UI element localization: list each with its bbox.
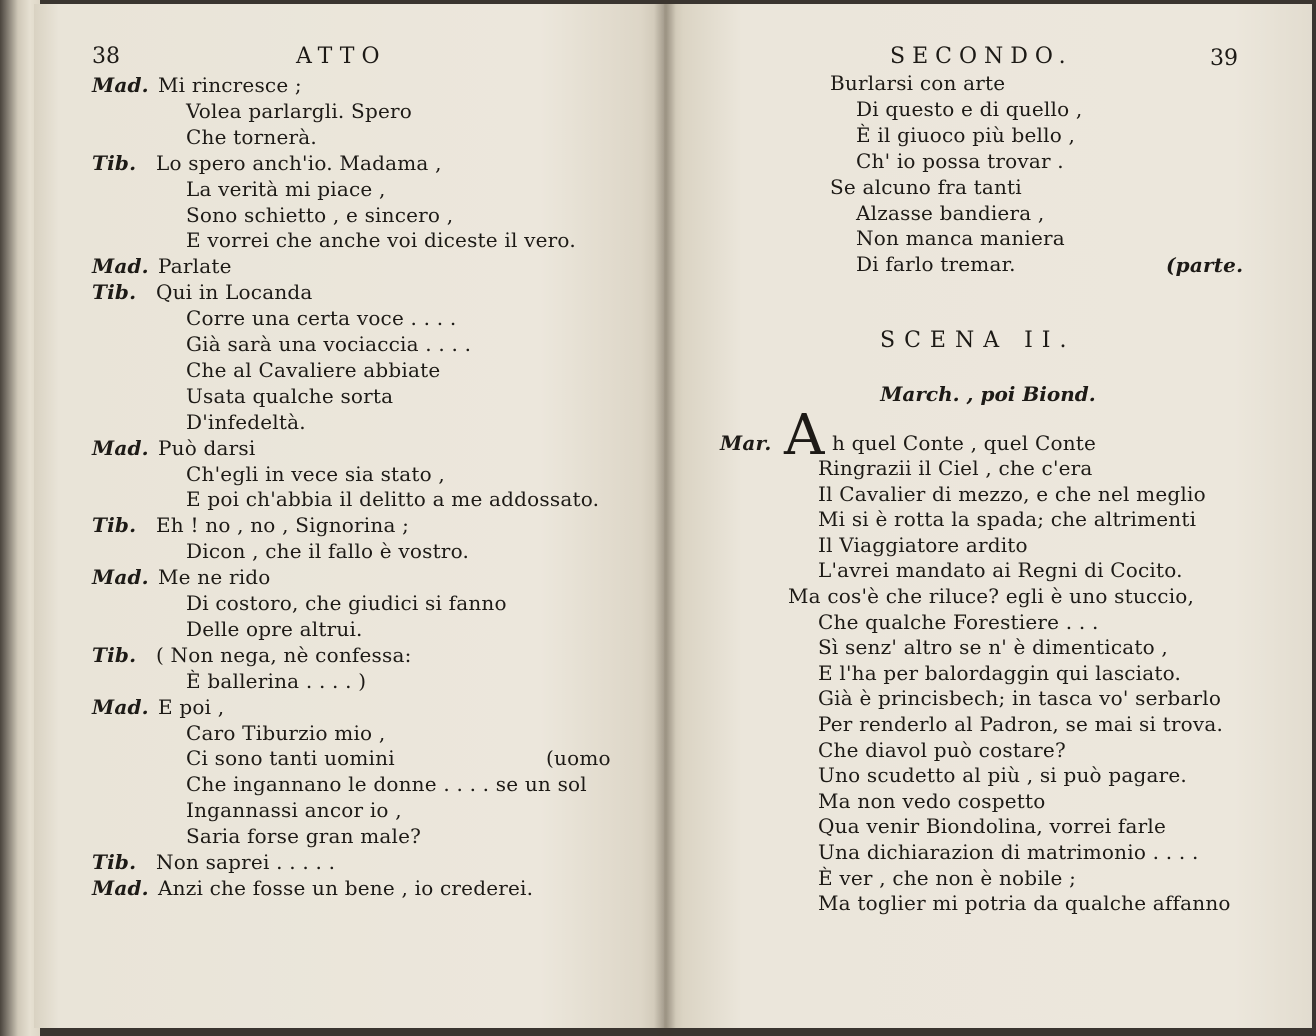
speaker-label: Mad. <box>92 876 149 900</box>
verse-line: Parlate <box>158 254 232 278</box>
song-line: È il giuoco più bello , <box>856 123 1076 147</box>
verse-line: Sono schietto , e sincero , <box>186 203 454 227</box>
verse-line: Lo spero anch'io. Madama , <box>156 151 442 175</box>
verse-line: E poi ch'abbia il delitto a me addossato. <box>186 487 600 511</box>
aside-note: (uomo <box>546 746 611 770</box>
verse-line: Il Viaggiatore ardito <box>818 533 1028 557</box>
running-head-left: ATTO <box>296 44 387 69</box>
verse-line: Ringrazii il Ciel , che c'era <box>818 456 1093 480</box>
verse-line: Mi rincresce ; <box>158 73 302 97</box>
verse-line: Dicon , che il fallo è vostro. <box>186 539 470 563</box>
left-page <box>34 4 666 1028</box>
verse-line: È ver , che non è nobile ; <box>818 866 1077 890</box>
verse-line: Ma non vedo cospetto <box>818 789 1046 813</box>
speaker-label: Mad. <box>92 565 149 589</box>
song-line: Non manca maniera <box>856 226 1065 250</box>
right-page <box>664 4 1312 1028</box>
verse-line: Me ne rido <box>158 565 271 589</box>
song-line: Di farlo tremar. <box>856 252 1016 276</box>
verse-line: Volea parlargli. Spero <box>186 99 412 123</box>
verse-line: Una dichiarazion di matrimonio . . . . <box>818 840 1199 864</box>
speaker-label: Mad. <box>92 436 149 460</box>
verse-line: ( Non nega, nè confessa: <box>156 643 412 667</box>
speaker-label: Mad. <box>92 695 149 719</box>
verse-line: Che qualche Forestiere . . . <box>818 610 1099 634</box>
verse-line: Già sarà una vociaccia . . . . <box>186 332 472 356</box>
speaker-label: Tib. <box>92 513 137 537</box>
verse-line: Di costoro, che giudici si fanno <box>186 591 507 615</box>
verse-line: Che ingannano le donne . . . . se un sol <box>186 772 587 796</box>
verse-line: Uno scudetto al più , si può pagare. <box>818 763 1187 787</box>
exit-direction: (parte. <box>1166 253 1244 277</box>
verse-line: Qui in Locanda <box>156 280 313 304</box>
verse-line: Che diavol può costare? <box>818 738 1066 762</box>
speaker-label: Tib. <box>92 643 137 667</box>
running-head-right: SECONDO. <box>890 44 1073 69</box>
verse-line: E vorrei che anche voi diceste il vero. <box>186 228 576 252</box>
speaker-label: Mad. <box>92 254 149 278</box>
song-line: Di questo e di quello , <box>856 97 1083 121</box>
song-line: Se alcuno fra tanti <box>830 175 1022 199</box>
verse-line: Ch'egli in vece sia stato , <box>186 462 445 486</box>
verse-line: Il Cavalier di mezzo, e che nel meglio <box>818 482 1206 506</box>
verse-line: Ingannassi ancor io , <box>186 798 402 822</box>
verse-line: Ma cos'è che riluce? egli è uno stuccio, <box>788 584 1195 608</box>
verse-line: Che tornerà. <box>186 125 317 149</box>
song-line: Alzasse bandiera , <box>856 201 1045 225</box>
verse-line: Delle opre altrui. <box>186 617 363 641</box>
verse-line: Qua venir Biondolina, vorrei farle <box>818 814 1167 838</box>
speaker-mar: Mar. <box>720 431 772 455</box>
verse-line: Ma toglier mi potria da qualche affanno <box>818 891 1231 915</box>
verse-line: Ci sono tanti uomini <box>186 746 395 770</box>
scene-cast: March. , poi Biond. <box>880 382 1096 406</box>
verse-line: La verità mi piace , <box>186 177 386 201</box>
page-number-left: 38 <box>92 44 120 69</box>
verse-line: Sì senz' altro se n' è dimenticato , <box>818 635 1168 659</box>
verse-line: Già è princisbech; in tasca vo' serbarlo <box>818 686 1222 710</box>
verse-line: Non saprei . . . . . <box>156 850 336 874</box>
verse-line: Per renderlo al Padron, se mai si trova. <box>818 712 1224 736</box>
verse-line: E l'ha per balordaggin qui lasciato. <box>818 661 1182 685</box>
verse-line: D'infedeltà. <box>186 410 306 434</box>
verse-line: Mi si è rotta la spada; che altrimenti <box>818 507 1197 531</box>
scene-title: SCENA II. <box>880 328 1076 353</box>
verse-line: Anzi che fosse un bene , io crederei. <box>158 876 534 900</box>
verse-line: L'avrei mandato ai Regni di Cocito. <box>818 558 1183 582</box>
song-line: Burlarsi con arte <box>830 71 1006 95</box>
drop-cap: A <box>784 403 825 468</box>
verse-line: È ballerina . . . . ) <box>186 669 367 693</box>
speaker-label: Tib. <box>92 280 137 304</box>
speaker-label: Tib. <box>92 850 137 874</box>
verse-line: Caro Tiburzio mio , <box>186 721 386 745</box>
first-line: h quel Conte , quel Conte <box>832 431 1097 455</box>
song-line: Ch' io possa trovar . <box>856 149 1064 173</box>
verse-line: Saria forse gran male? <box>186 824 422 848</box>
verse-line: Eh ! no , no , Signorina ; <box>156 513 410 537</box>
verse-line: Può darsi <box>158 436 256 460</box>
verse-line: Corre una certa voce . . . . <box>186 306 457 330</box>
speaker-label: Tib. <box>92 151 137 175</box>
speaker-label: Mad. <box>92 73 149 97</box>
verse-line: E poi , <box>158 695 225 719</box>
book-gutter <box>654 0 676 1036</box>
verse-line: Usata qualche sorta <box>186 384 394 408</box>
verse-line: Che al Cavaliere abbiate <box>186 358 441 382</box>
page-number-right: 39 <box>1210 46 1238 71</box>
